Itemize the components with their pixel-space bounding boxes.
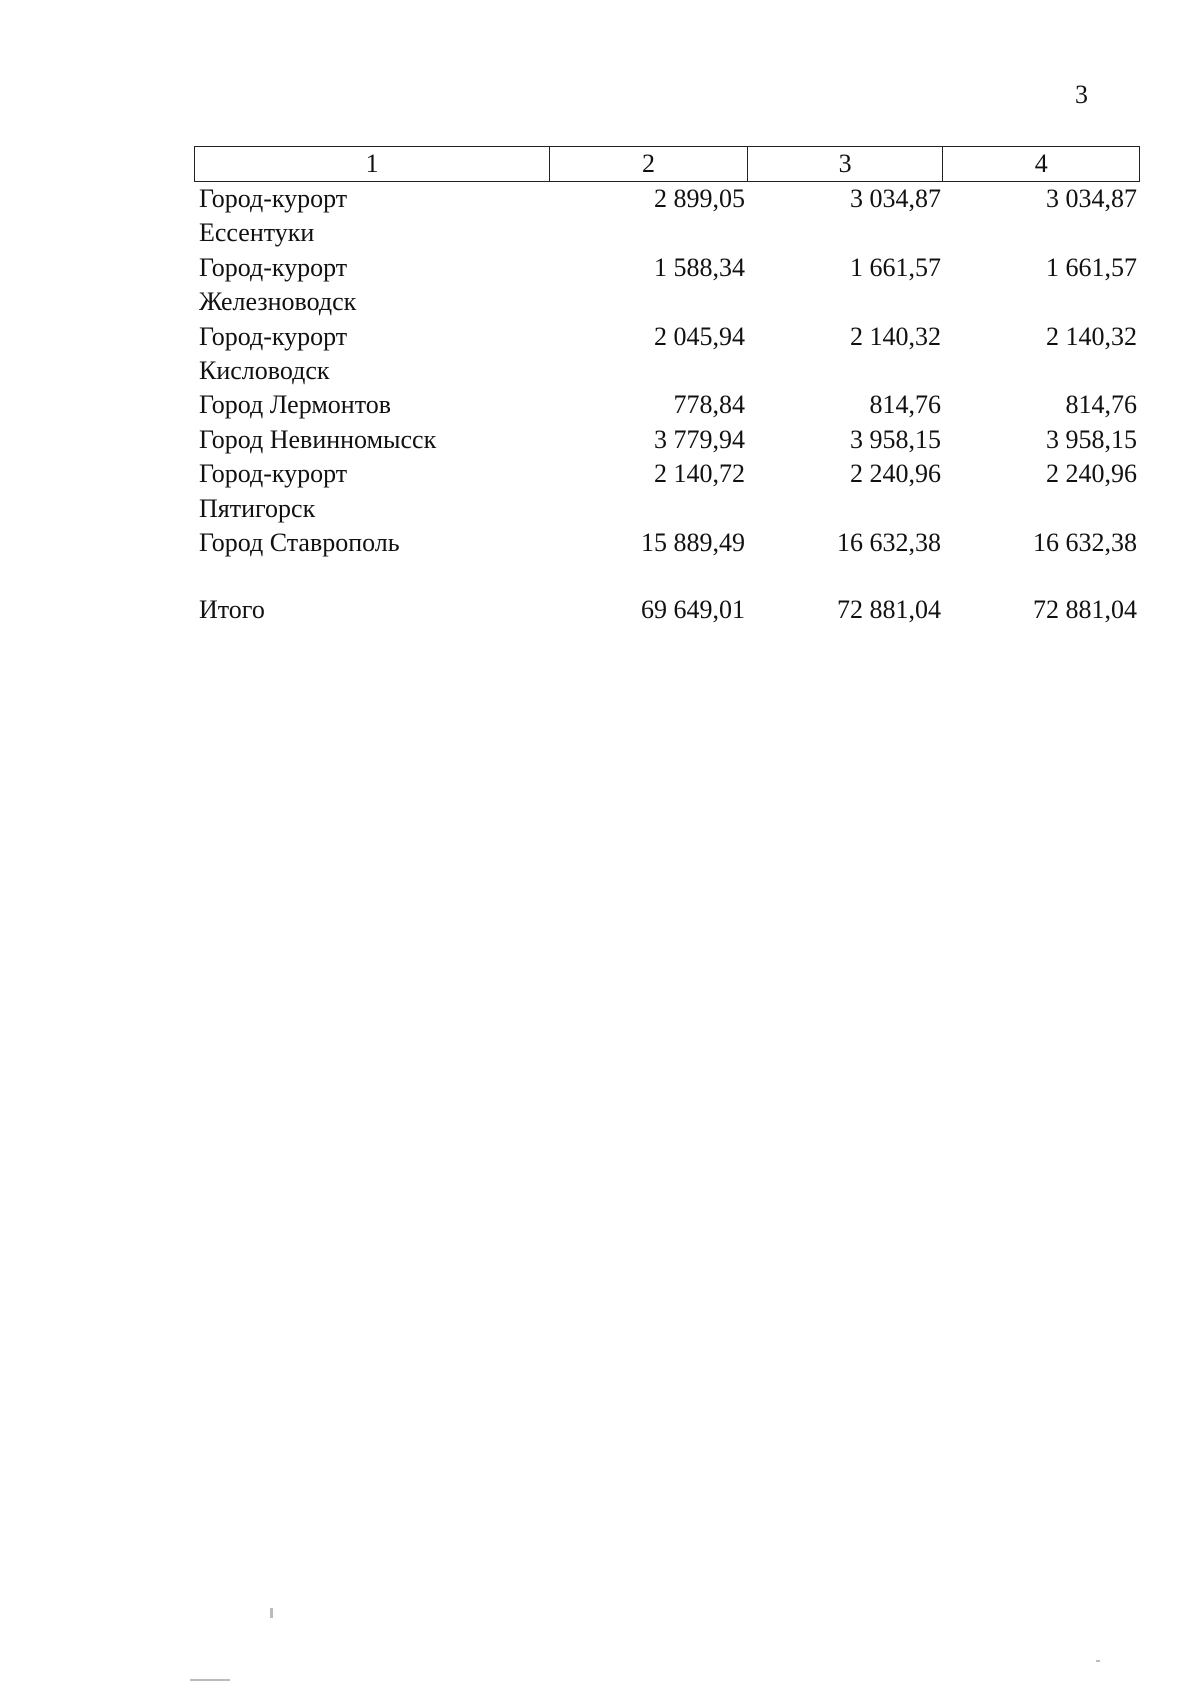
table-body — [194, 182, 1140, 560]
row-value-v4: 814,76 — [1065, 390, 1137, 420]
row-value-v4: 1 661,57 — [1046, 252, 1137, 282]
row-name-line: Кисловодск — [199, 356, 330, 386]
row-name-line: Ессентуки — [199, 218, 315, 248]
row-value-v2: 15 889,49 — [641, 528, 745, 558]
row-name-cell — [194, 251, 550, 320]
row-name-cell — [194, 526, 550, 560]
row-name-line: Город Ставрополь — [199, 528, 400, 558]
row-value-v3: 2 140,32 — [850, 321, 941, 351]
row-value-v3: 1 661,57 — [850, 252, 941, 282]
row-name-cell — [194, 182, 550, 251]
table-row — [194, 457, 1140, 526]
row-value-v3: 814,76 — [869, 390, 941, 420]
total-value-col3: 72 881,04 — [837, 595, 941, 625]
row-name-cell — [194, 423, 550, 457]
row-value-v3: 3 034,87 — [850, 184, 941, 213]
row-name-line: Пятигорск — [199, 493, 316, 523]
header-cell-1: 1 — [195, 147, 550, 181]
row-value-v4: 2 140,32 — [1046, 321, 1137, 351]
row-name-cell — [194, 320, 550, 389]
table-row — [194, 388, 1140, 422]
row-value-v2: 3 779,94 — [654, 424, 745, 454]
row-name-line: Железноводск — [199, 287, 357, 317]
row-value-v2: 778,84 — [673, 390, 745, 420]
row-value-v2: 2 899,05 — [654, 184, 745, 213]
scan-mark — [190, 1679, 230, 1681]
row-value-v2: 1 588,34 — [654, 252, 745, 282]
row-value-v4: 16 632,38 — [1033, 528, 1137, 558]
header-cell-2: 2 — [550, 147, 748, 181]
row-name-line: Город-курорт — [199, 252, 348, 282]
row-name-cell — [194, 388, 550, 422]
scan-mark — [270, 1608, 273, 1618]
total-label: Итого — [199, 595, 265, 625]
row-value-v3: 16 632,38 — [837, 528, 941, 558]
table-row — [194, 182, 1140, 251]
page-number: 3 — [1075, 80, 1088, 109]
row-value-v2: 2 140,72 — [654, 459, 745, 489]
total-value-col2: 69 649,01 — [641, 595, 745, 625]
row-name-line: Город Невинномысск — [199, 424, 437, 454]
total-row — [194, 593, 1140, 627]
row-value-v2: 2 045,94 — [654, 321, 745, 351]
table-row — [194, 526, 1140, 560]
table-row — [194, 320, 1140, 389]
row-value-v4: 3 034,87 — [1046, 184, 1137, 213]
row-name-cell — [194, 457, 550, 526]
row-value-v4: 3 958,15 — [1046, 424, 1137, 454]
row-name-line: Город-курорт — [199, 184, 348, 213]
row-name-line: Город-курорт — [199, 321, 348, 351]
header-cell-3: 3 — [748, 147, 944, 181]
row-value-v3: 3 958,15 — [850, 424, 941, 454]
table-row — [194, 423, 1140, 457]
table-header-row — [194, 146, 1140, 182]
row-name-line: Город-курорт — [199, 459, 348, 489]
row-name-line: Город Лермонтов — [199, 390, 391, 420]
table-row — [194, 251, 1140, 320]
data-table — [194, 146, 1140, 628]
total-value-col4: 72 881,04 — [1033, 595, 1137, 625]
header-cell-4: 4 — [1034, 149, 1048, 178]
scan-mark — [1096, 1660, 1100, 1662]
row-value-v3: 2 240,96 — [850, 459, 941, 489]
row-value-v4: 2 240,96 — [1046, 459, 1137, 489]
